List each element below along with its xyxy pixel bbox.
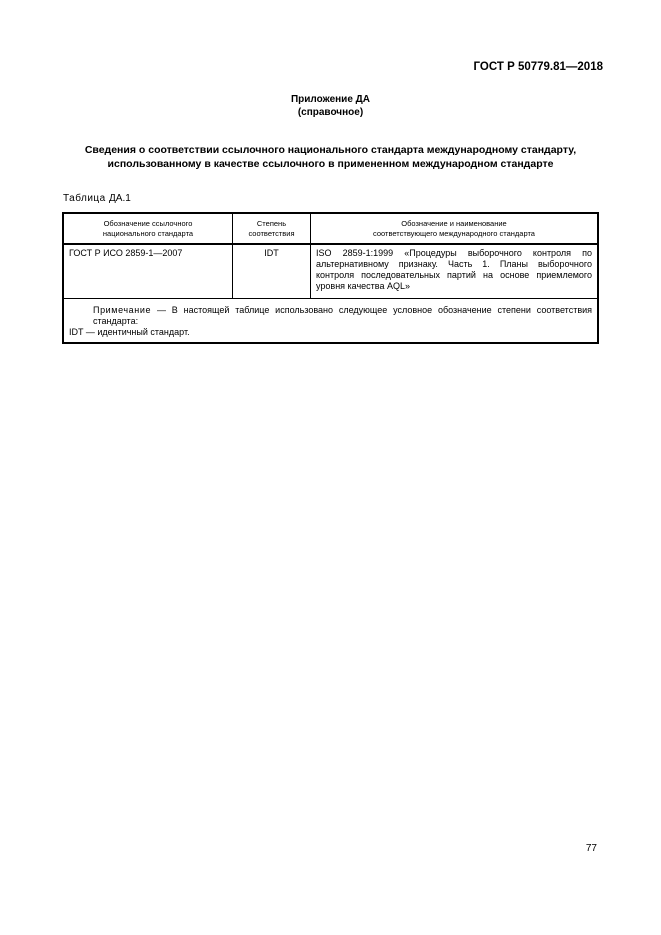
table-note-row (63, 299, 598, 344)
column-header-degree (233, 213, 311, 244)
standard-code: ГОСТ Р 50779.81—2018 (473, 61, 603, 73)
table-row (63, 244, 598, 299)
column-header-line: Обозначение и наименование (401, 218, 507, 228)
appendix-heading (0, 93, 661, 119)
column-header-line: Обозначение ссылочного (103, 218, 193, 228)
appendix-title: Приложение ДА (290, 94, 371, 105)
table-caption (63, 193, 131, 204)
appendix-subtitle: (справочное) (297, 107, 364, 118)
page-number: 77 (585, 843, 597, 854)
document-title-line-1: Сведения о соответствии ссылочного национального стандарта международному стандарту, (84, 144, 577, 156)
column-header-line: Степень (256, 218, 287, 228)
cell-national-standard: ГОСТ Р ИСО 2859-1—2007 (63, 244, 233, 299)
column-header-line: соответствия (248, 228, 295, 238)
column-header-international-standard (311, 213, 599, 244)
column-header-line: национального стандарта (102, 228, 194, 238)
table-caption-number: ДА.1 (109, 193, 131, 204)
document-title-line-2: использованному в качестве ссылочного в примененном международном стандарте (107, 158, 554, 170)
note-item: IDT — идентичный стандарт. (69, 327, 190, 337)
note-label: Примечание (93, 305, 152, 315)
cell-international-standard: ISO 2859-1:1999 «Процедуры выборочного контроля по альтернативному признаку. Часть 1. Планы выборочного контроля последовательных партий на основе приемлемого уровня качества AQL» (311, 244, 599, 299)
compliance-table (62, 212, 599, 344)
table-note (63, 299, 598, 344)
note-text (69, 305, 592, 327)
table-caption-label: Таблица (63, 193, 106, 204)
cell-degree: IDT (233, 244, 311, 299)
table-header-row (63, 213, 598, 244)
document-title (60, 143, 601, 171)
column-header-line: соответствующего международного стандарта (373, 228, 535, 238)
column-header-national-standard (63, 213, 233, 244)
note-body: — В настоящей таблице использовано следующее условное обозначение степени соответствия стандарта: (93, 305, 592, 326)
